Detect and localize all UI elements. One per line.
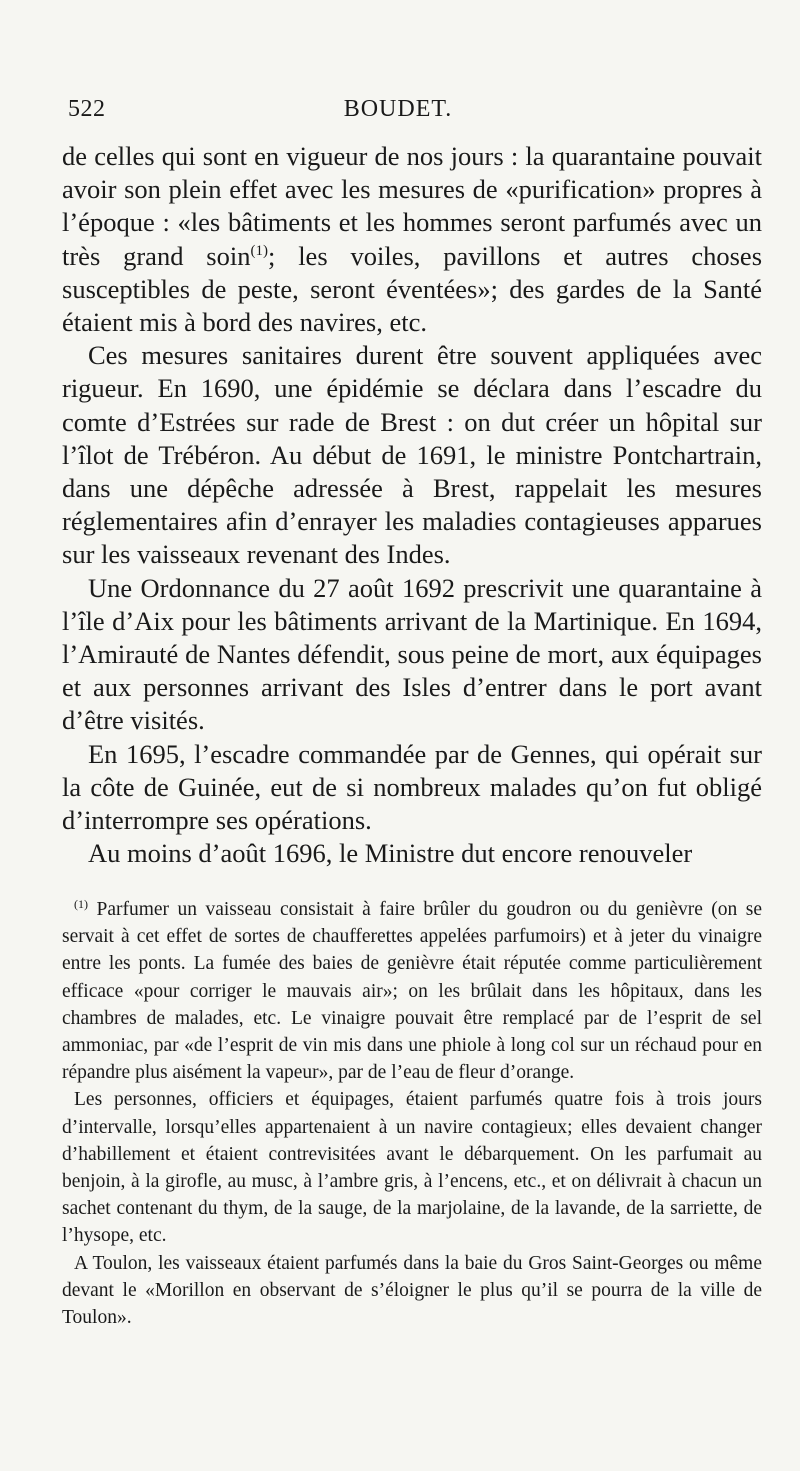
paragraph-1-before-note: de celles qui sont en vigueur de nos jours : la quarantaine pouvait avoir son plein effet avec les mesures de «purification» propres à l’époque : «les bâtiments et les hommes seront parfumés avec un très grand soin xyxy=(62,141,762,271)
footnotes xyxy=(62,896,762,1331)
page-number: 522 xyxy=(68,96,106,122)
footnote-1 xyxy=(62,896,762,1086)
paragraph-1 xyxy=(62,140,762,339)
paragraph-1-after-note: ; les voiles, pavillons et autres choses susceptibles de peste, seront éventées»; des gardes de la Santé étaient mis à bord des navires, etc. xyxy=(62,240,763,338)
paragraph-4: En 1695, l’escadre commandée par de Gennes, qui opérait sur la côte de Guinée, eut de si nombreux malades qu’on fut obligé d’interrompre ses opérations. xyxy=(62,738,762,836)
page-header xyxy=(68,96,728,130)
running-title: BOUDET. xyxy=(343,96,453,122)
paragraph-2: Ces mesures sanitaires durent être souvent appliquées avec rigueur. En 1690, une épidémie se déclara dans l’escadre du comte d’Estrées sur rade de Brest : on dut créer un hôpital sur l’îlot de Trébéron. Au début de 1691, le ministre Pontchartrain, dans une dépêche adressée à Brest, rappelait les mesures réglementaires afin d’enrayer les maladies contagieuses apparues sur les vaisseaux revenant des Indes. xyxy=(62,340,762,570)
paragraph-3: Une Ordonnance du 27 août 1692 prescrivit une quarantaine à l’île d’Aix pour les bâtiments arrivant de la Martinique. En 1694, l’Amirauté de Nantes défendit, sous peine de mort, aux équipages et aux personnes arrivant des Isles d’entrer dans le port avant d’être visités. xyxy=(62,572,762,736)
footnote-marker: (1) xyxy=(74,897,88,911)
paragraph-5: Au moins d’août 1696, le Ministre dut encore renouveler xyxy=(88,838,693,869)
main-text xyxy=(62,140,762,870)
footnote-reference: (1) xyxy=(250,242,268,259)
footnote-paragraph-2: Les personnes, officiers et équipages, étaient parfumés quatre fois à trois jours d’intervalle, lorsqu’elles appartenaient à un navire contagieux; elles devaient changer d’habillement et étaient contrevisitées avant le débarquement. On les parfumait au benjoin, à la girofle, au musc, à l’ambre gris, à l’encens, etc., et on délivrait à chacun un sachet contenant du thym, de la sauge, de la marjolaine, de la lavande, de la sarriette, de l’hysope, etc. xyxy=(62,1089,762,1247)
footnote-1-text: Parfumer un vaisseau consistait à faire brûler du goudron ou du genièvre (on se servait à cet effet de sortes de chaufferettes appelées parfumoirs) et à jeter du vinaigre entre les ponts. La fumée des baies de genièvre était réputée comme particulièrement efficace «pour corriger le mauvais air»; on les brûlait dans les hôpitaux, dans les chambres de malades, etc. Le vinaigre pouvait être remplacé par de l’esprit de sel ammoniac, par «de l’esprit de vin mis dans une phiole à long col sur un réchaud pour en répandre plus aisément la vapeur», par de l’eau de fleur d’orange. xyxy=(62,899,763,1084)
footnote-paragraph-3: A Toulon, les vaisseaux étaient parfumés dans la baie du Gros Saint-Georges ou même devant le «Morillon en observant de s’éloigner le plus qu’il se pourra de la ville de Toulon». xyxy=(62,1252,762,1329)
